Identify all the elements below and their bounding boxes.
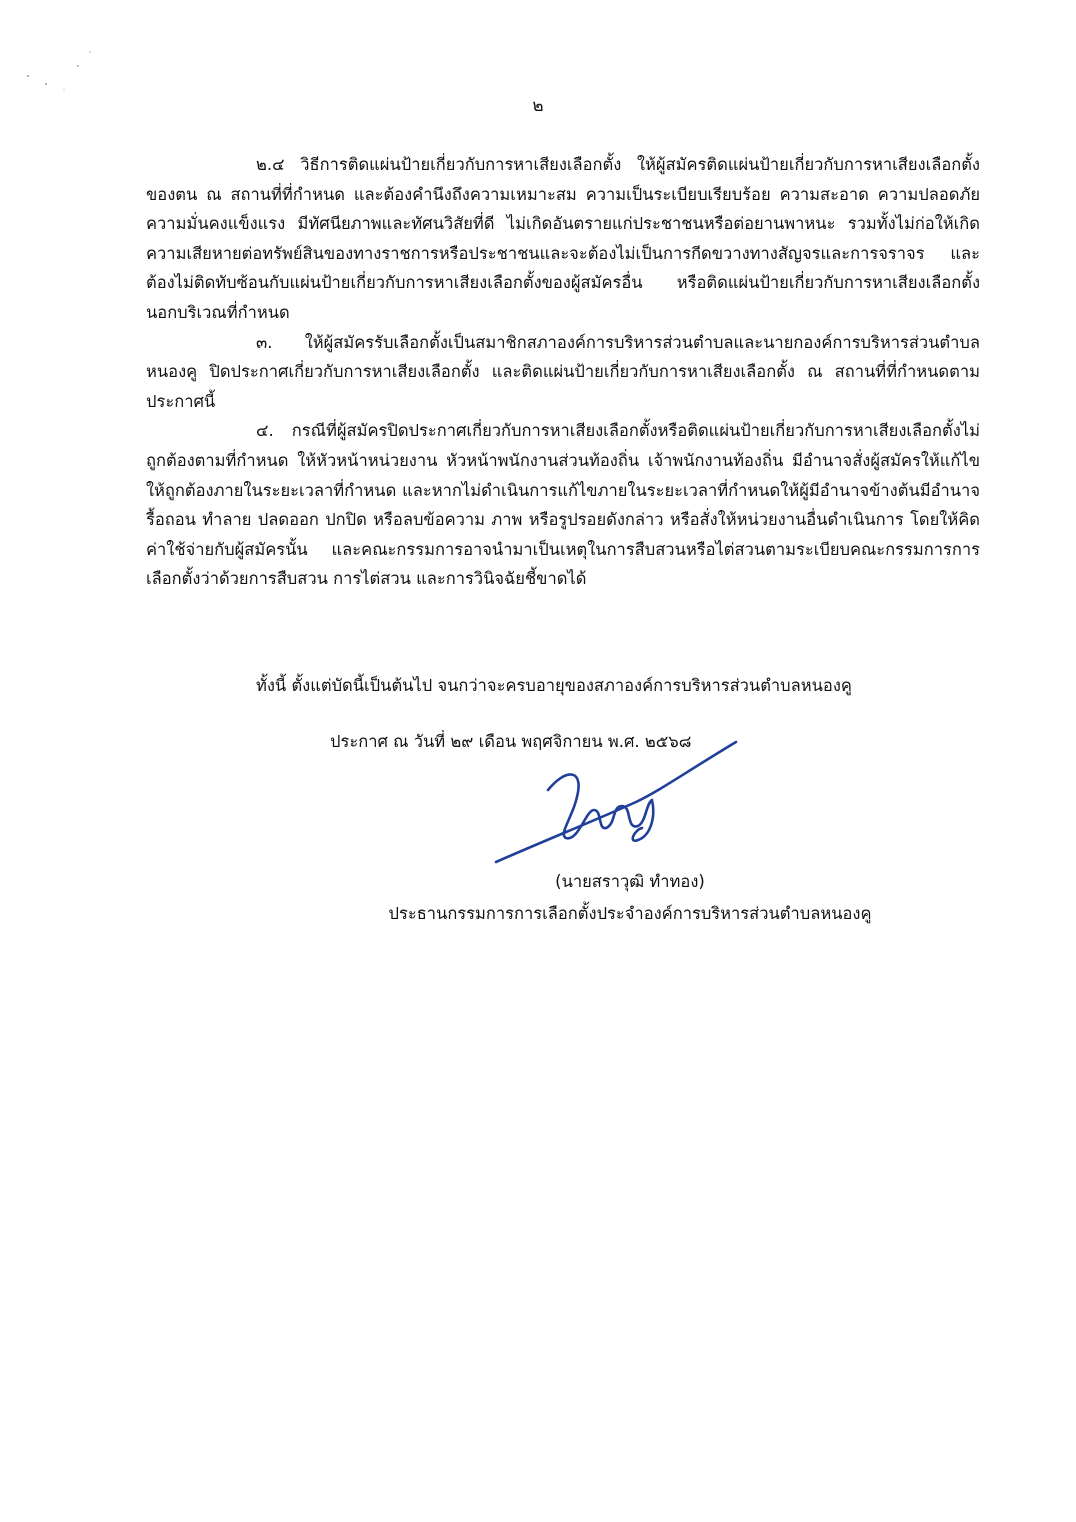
signer-title: ประธานกรรมการการเลือกตั้งประจำองค์การบริหารส่วนตำบลหนองคู	[388, 904, 872, 923]
signer-name: (นายสราวุฒิ ทำทอง)	[555, 872, 705, 891]
document-body	[146, 150, 980, 594]
handwritten-signature	[486, 740, 746, 870]
page-number: ๒	[532, 96, 544, 116]
paragraph-4: ๔. กรณีที่ผู้สมัครปิดประกาศเกี่ยวกับการหาเสียงเลือกตั้งหรือติดแผ่นป้ายเกี่ยวกับการหาเสียงเลือกตั้งไม่ถูกต้องตามที่กำหนด ให้หัวหน้าหน่วยงาน หัวหน้าพนักงานส่วนท้องถิ่น เจ้าพนักงานท้องถิ่น มีอำนาจสั่งผู้สมัครให้แก้ไขให้ถูกต้องภายในระยะเวลาที่กำหนด และหากไม่ดำเนินการแก้ไขภายในระยะเวลาที่กำหนดให้ผู้มีอำนาจข้างต้นมีอำนาจรื้อถอน ทำลาย ปลดออก ปกปิด หรือลบข้อความ ภาพ หรือรูปรอยดังกล่าว หรือสั่งให้หน่วยงานอื่นดำเนินการ โดยให้คิดค่าใช้จ่ายกับผู้สมัครนั้น และคณะกรรมการอาจนำมาเป็นเหตุในการสืบสวนหรือไต่สวนตามระเบียบคณะกรรมการการเลือกตั้งว่าด้วยการสืบสวน การไต่สวน และการวินิจฉัยชี้ขาดได้	[146, 421, 980, 589]
closing-statement: ทั้งนี้ ตั้งแต่บัดนี้เป็นต้นไป จนกว่าจะครบอายุของสภาองค์การบริหารส่วนตำบลหนองคู	[256, 676, 852, 695]
paragraph-3: ๓. ให้ผู้สมัครรับเลือกตั้งเป็นสมาชิกสภาองค์การบริหารส่วนตำบลและนายกองค์การบริหารส่วนตำบลหนองคู ปิดประกาศเกี่ยวกับการหาเสียงเลือกตั้ง และติดแผ่นป้ายเกี่ยวกับการหาเสียงเลือกตั้ง ณ สถานที่ที่กำหนดตามประกาศนี้	[146, 332, 980, 411]
announcement-date: ประกาศ ณ วันที่ ๒๙ เดือน พฤศจิกายน พ.ศ. ๒๕๖๘	[330, 732, 692, 751]
scan-specks	[20, 40, 110, 100]
paragraph-2-4: ๒.๔ วิธีการติดแผ่นป้ายเกี่ยวกับการหาเสียงเลือกตั้ง ให้ผู้สมัครติดแผ่นป้ายเกี่ยวกับการหาเสียงเลือกตั้งของตน ณ สถานที่ที่กำหนด และต้องคำนึงถึงความเหมาะสม ความเป็นระเบียบเรียบร้อย ความสะอาด ความปลอดภัย ความมั่นคงแข็งแรง มีทัศนียภาพและทัศนวิสัยที่ดี ไม่เกิดอันตรายแก่ประชาชนหรือต่อยานพาหนะ รวมทั้งไม่ก่อให้เกิดความเสียหายต่อทรัพย์สินของทางราชการหรือประชาชนและจะต้องไม่เป็นการกีดขวางทางสัญจรและการจราจร และต้องไม่ติดทับซ้อนกับแผ่นป้ายเกี่ยวกับการหาเสียงเลือกตั้งของผู้สมัครอื่น หรือติดแผ่นป้ายเกี่ยวกับการหาเสียงเลือกตั้งนอกบริเวณที่กำหนด	[146, 155, 980, 322]
